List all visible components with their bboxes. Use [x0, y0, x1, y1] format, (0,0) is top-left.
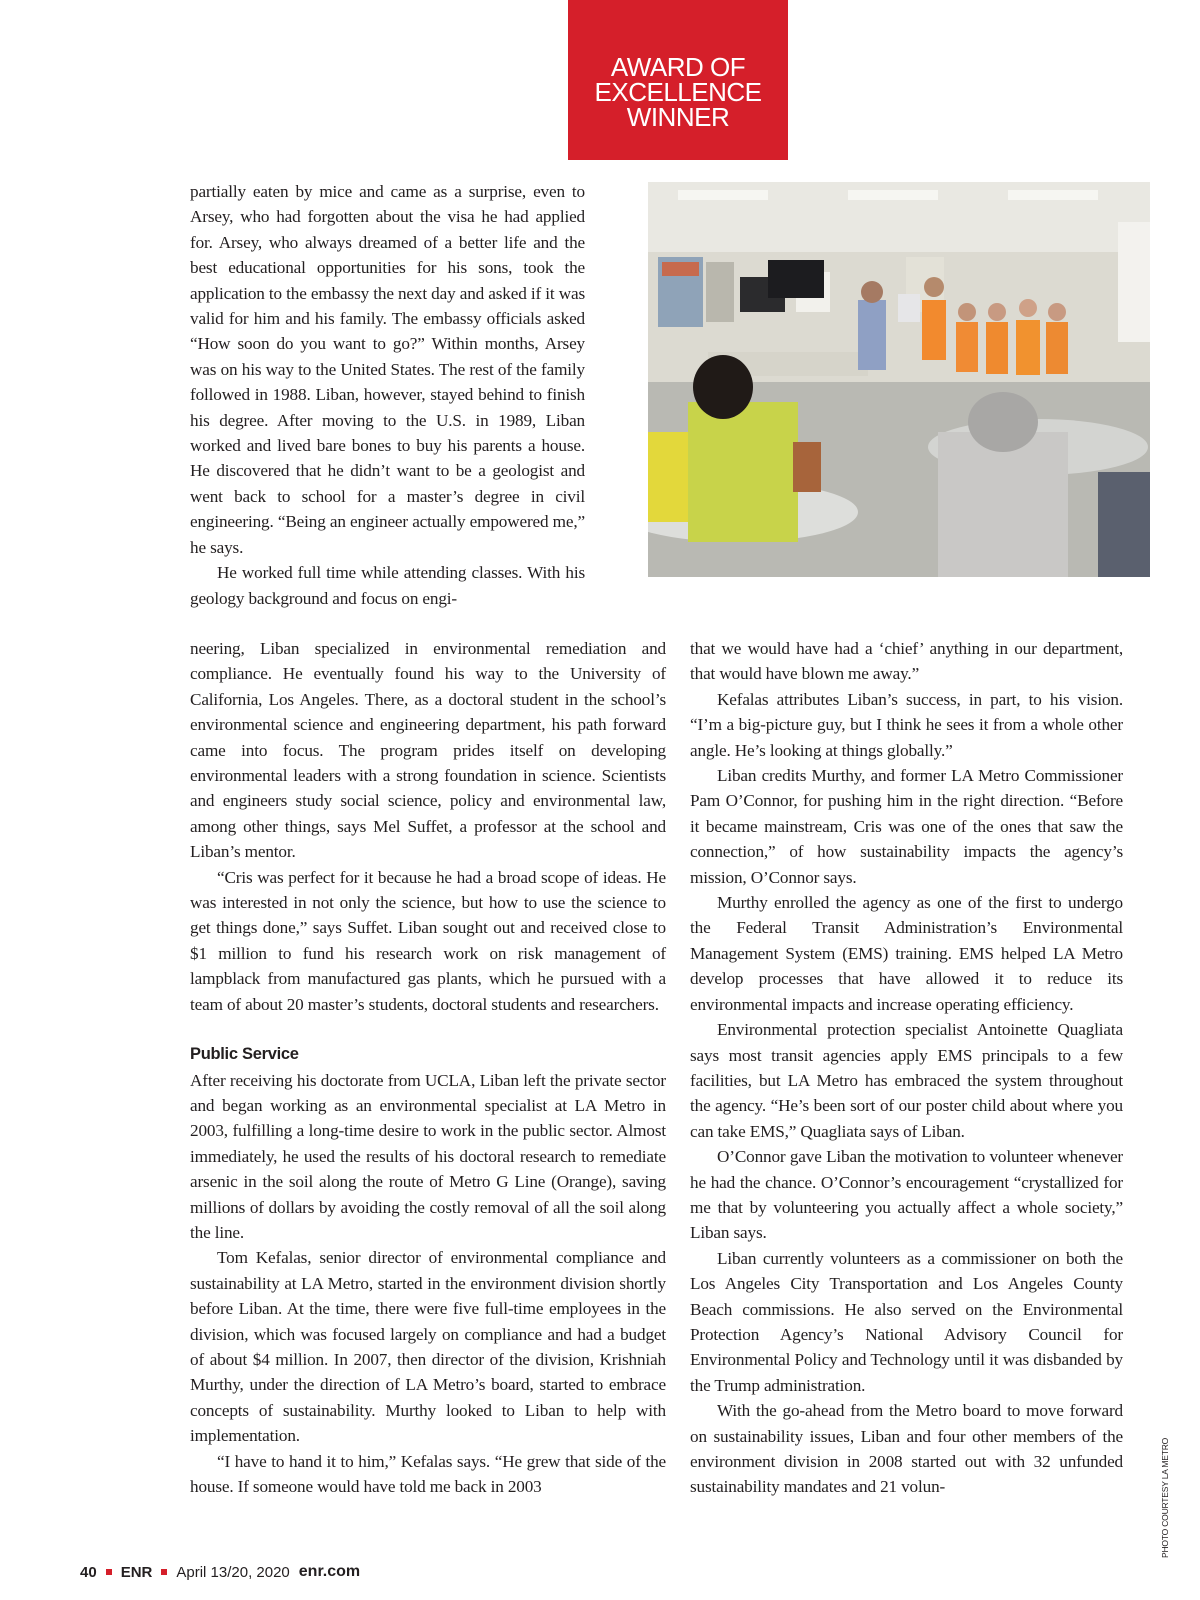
- paragraph: After receiving his doctorate from UCLA, Liban left the private sector and began working as an environmental specialist at LA Metro in 2003, fulfilling a long-time desire to work in the public sector. Almost immediately, he used the results of his doctoral research to remediate arsenic in the soil along the route of Metro G Line (Orange), saving millions of dollars by avoiding the costly removal of all the soil along the line.: [190, 1070, 666, 1242]
- badge-line-2: EXCELLENCE: [594, 77, 762, 107]
- paragraph: Murthy enrolled the agency as one of the first to undergo the Federal Transit Administration’s Environmental Management System (EMS) training. EMS helped LA Metro develop processes that have allowed it to reduce its environmental impacts and increase operating efficiency.: [690, 893, 1123, 1014]
- photo-illustration: [648, 182, 1150, 577]
- paragraph: He worked full time while attending classes. With his geology background and focus on engi-: [190, 563, 585, 608]
- paragraph: Environmental protection specialist Antoinette Quagliata says most transit agencies apply EMS principals to a few facilities, but LA Metro has embraced the system throughout the agency. “He’s been sort of our poster child about where you can take EMS,” Quagliata says of Liban.: [690, 1020, 1123, 1141]
- separator-square: [106, 1569, 112, 1575]
- badge-line-1: AWARD OF: [610, 52, 746, 82]
- paragraph: Liban credits Murthy, and former LA Metro Commissioner Pam O’Connor, for pushing him in the right direction. “Before it became mainstream, Cris was one of the ones that saw the connection,” of how sustainability impacts the agency’s mission, O’Connor says.: [690, 766, 1123, 887]
- paragraph: Tom Kefalas, senior director of environmental compliance and sustainability at LA Metro, started in the environment division shortly before Liban. At the time, there were five full-time employees in the division, which was focused largely on compliance and had a budget of about $4 million. In 2007, then director of the division, Krishniah Murthy, under the direction of LA Metro’s board, started to embrace concepts of sustainability. Murthy looked to Liban to help with implementation.: [190, 1248, 666, 1446]
- paragraph: Kefalas attributes Liban’s success, in part, to his vision. “I’m a big-picture guy, but I think he sees it from a whole other angle. He’s looking at things globally.”: [690, 689, 1123, 760]
- photo-credit-text: PHOTO COURTESY LA METRO: [1160, 1437, 1170, 1558]
- paragraph: neering, Liban specialized in environmental remediation and compliance. He eventually found his way to the University of California, Los Angeles. There, as a doctoral student in the school’s environmental science and engineering department, his path forward came into focus. The program prides itself on developing environmental leaders with a strong foundation in science. Scientists and engineers study social science, policy and environmental law, among other things, says Mel Suffet, a professor at the school and Liban’s mentor.: [190, 639, 666, 862]
- separator-square: [161, 1569, 167, 1575]
- award-badge: [568, 0, 788, 160]
- paragraph: O’Connor gave Liban the motivation to volunteer whenever he had the chance. O’Connor’s encouragement “crystallized for me that by volunteering you actually affect a whole society,” Liban says.: [690, 1147, 1123, 1243]
- issue-date: April 13/20, 2020: [176, 1563, 290, 1581]
- badge-line-3: WINNER: [626, 102, 730, 132]
- article-column-right: [690, 636, 1123, 1500]
- magazine-name: ENR: [120, 1563, 153, 1581]
- article-photo: [648, 182, 1150, 577]
- section-heading: Public Service: [190, 1045, 299, 1064]
- page-footer: [80, 1563, 360, 1581]
- paragraph: “I have to hand it to him,” Kefalas says. “He grew that side of the house. If someone would have told me back in 2003: [190, 1451, 666, 1496]
- paragraph: partially eaten by mice and came as a surprise, even to Arsey, who had forgotten about the visa he had applied for. Arsey, who always dreamed of a better life and the best educational opportunities for his sons, took the application to the embassy the next day and asked if it was valid for him and his family. The embassy officials asked “How soon do you want to go?” Within months, Arsey was on his way to the United States. The rest of the family followed in 1988. Liban, however, stayed behind to finish his degree. After moving to the U.S. in 1989, Liban worked and lived bare bones to buy his parents a house. He discovered that he didn’t want to be a geologist and went back to school for a master’s degree in civil engineering. “Being an engineer actually empowered me,” he says.: [190, 182, 585, 557]
- paragraph: “Cris was perfect for it because he had a broad scope of ideas. He was interested in not only the science, but how to use the science to get things done,” says Suffet. Liban sought out and received close to $1 million to fund his research work on risk management of lampblack from manufactured gas plants, which he pursued with a team of about 20 master’s students, doctoral students and researchers.: [190, 867, 666, 1014]
- paragraph: that we would have had a ‘chief’ anything in our department, that would have blown me away.”: [690, 639, 1123, 684]
- paragraph: Liban currently volunteers as a commissioner on both the Los Angeles City Transportation and Los Angeles County Beach commissions. He also served on the Environmental Protection Agency’s National Advisory Council for Environmental Policy and Technology until it was disbanded by the Trump administration.: [690, 1248, 1123, 1395]
- article-column-top: [190, 179, 585, 611]
- photo-credit: [1160, 1388, 1172, 1558]
- paragraph: With the go-ahead from the Metro board to move forward on sustainability issues, Liban and four other members of the environment division in 2008 started out with 32 unfunded sustainability mandates and 21 volun-: [690, 1401, 1123, 1497]
- page-number: 40: [80, 1563, 97, 1581]
- website-link[interactable]: enr.com: [298, 1563, 361, 1580]
- article-column-left: [190, 636, 666, 1499]
